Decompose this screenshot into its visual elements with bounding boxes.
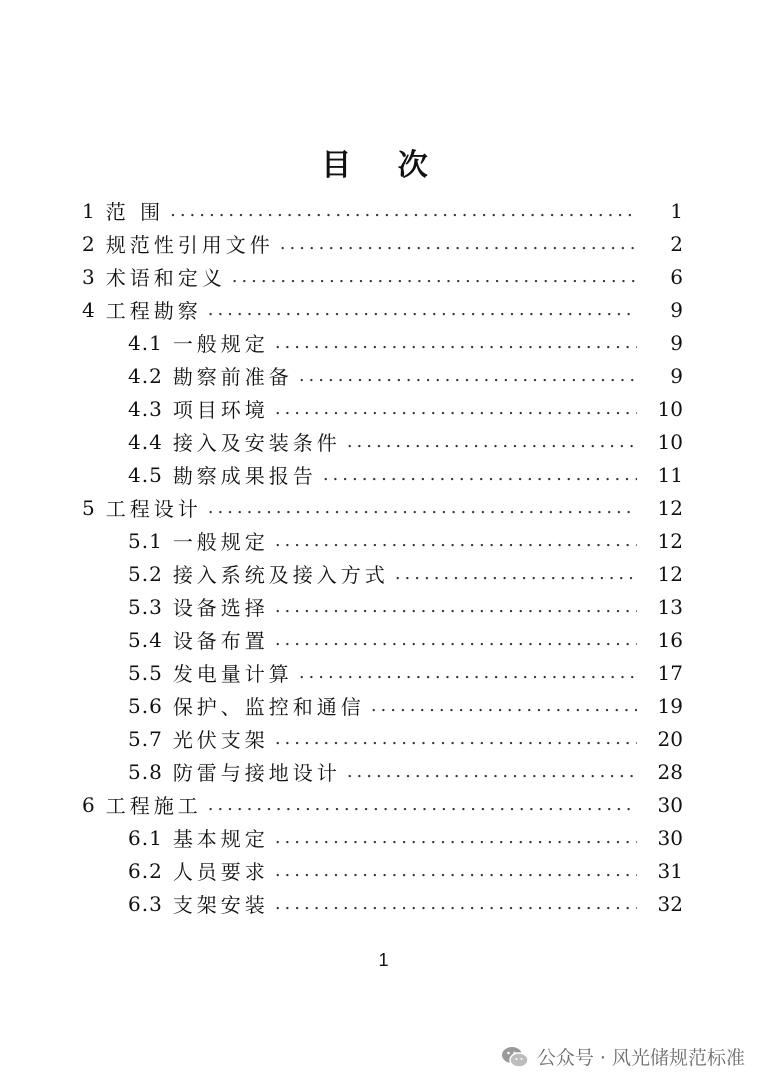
toc-entry-label: 项目环境 — [172, 398, 269, 422]
toc-entry-label: 规范性引用文件 — [105, 233, 274, 257]
toc-entry-number: 6.3 — [128, 891, 163, 916]
toc-entry-page: 32 — [657, 891, 683, 916]
toc-leader-dots — [323, 464, 637, 485]
toc-entry-label: 发电量计算 — [172, 662, 293, 686]
toc-entry-page: 12 — [657, 561, 683, 586]
toc-entry-number: 5.8 — [128, 759, 163, 784]
toc-entry-label: 设备布置 — [172, 629, 269, 653]
watermark-text: 公众号 · 风光储规范标准 — [536, 1047, 745, 1069]
toc-entry-number: 5.5 — [128, 660, 163, 685]
toc-leader-dots — [275, 596, 637, 617]
toc-leader-dots — [208, 299, 637, 320]
toc-entry-number: 4.5 — [128, 462, 163, 487]
toc-leader-dots — [275, 827, 637, 848]
toc-entry-label: 光伏支架 — [172, 728, 269, 752]
toc-leader-dots — [232, 266, 637, 287]
toc-entry-label: 人员要求 — [172, 860, 269, 884]
toc-entry[interactable] — [0, 293, 767, 326]
toc-entry-label: 防雷与接地设计 — [172, 761, 341, 785]
toc-entry[interactable] — [0, 590, 767, 623]
toc-entry-label: 接入及安装条件 — [172, 431, 341, 455]
toc-entry-number: 1 — [82, 198, 96, 223]
toc-entry[interactable] — [0, 656, 767, 689]
toc-leader-dots — [275, 893, 637, 914]
toc-leader-dots — [280, 233, 637, 254]
toc-entry[interactable] — [0, 623, 767, 656]
toc-entry-page: 12 — [657, 528, 683, 553]
toc-entry-page: 17 — [657, 660, 683, 685]
toc-entry[interactable] — [0, 227, 767, 260]
toc-entry-label: 范 围 — [105, 200, 165, 224]
toc-entry-label: 设备选择 — [172, 596, 269, 620]
toc-entry-page: 6 — [670, 264, 683, 289]
toc-entry-label: 一般规定 — [172, 332, 269, 356]
watermark — [501, 1043, 745, 1070]
toc-leader-dots — [347, 761, 637, 782]
toc-entry-label: 工程勘察 — [105, 299, 202, 323]
toc-entry-page: 19 — [657, 693, 683, 718]
toc-entry-number: 5 — [82, 495, 96, 520]
toc-entry[interactable] — [0, 557, 767, 590]
toc-leader-dots — [299, 662, 637, 683]
toc-entry-label: 保护、监控和通信 — [172, 695, 365, 719]
toc-entry-label: 基本规定 — [172, 827, 269, 851]
toc-entry[interactable] — [0, 788, 767, 821]
toc-entry-number: 6.2 — [128, 858, 163, 883]
toc-leader-dots — [208, 794, 637, 815]
toc-entry[interactable] — [0, 524, 767, 557]
toc-entry-page: 20 — [657, 726, 683, 751]
toc-entry-label: 一般规定 — [172, 530, 269, 554]
toc-entry[interactable] — [0, 326, 767, 359]
toc-entry-page: 11 — [657, 462, 683, 487]
toc-leader-dots — [347, 431, 637, 452]
table-of-contents — [0, 194, 767, 920]
toc-entry-label: 工程施工 — [105, 794, 202, 818]
toc-entry-number: 2 — [82, 231, 96, 256]
toc-entry[interactable] — [0, 458, 767, 491]
toc-entry-number: 6 — [82, 792, 96, 817]
toc-entry-page: 9 — [670, 330, 683, 355]
toc-entry-page: 31 — [657, 858, 683, 883]
wechat-icon — [501, 1046, 529, 1068]
toc-entry[interactable] — [0, 755, 767, 788]
toc-entry[interactable] — [0, 722, 767, 755]
toc-leader-dots — [275, 398, 637, 419]
toc-leader-dots — [299, 365, 637, 386]
toc-entry-number: 4.3 — [128, 396, 163, 421]
toc-leader-dots — [275, 728, 637, 749]
toc-entry-page: 10 — [657, 429, 683, 454]
toc-entry-page: 30 — [657, 792, 683, 817]
toc-entry[interactable] — [0, 491, 767, 524]
toc-leader-dots — [275, 860, 637, 881]
toc-leader-dots — [170, 200, 637, 221]
toc-entry-label: 工程设计 — [105, 497, 202, 521]
toc-entry-page: 1 — [670, 198, 683, 223]
toc-leader-dots — [275, 530, 637, 551]
toc-entry-number: 6.1 — [128, 825, 163, 850]
toc-entry[interactable] — [0, 260, 767, 293]
toc-entry[interactable] — [0, 821, 767, 854]
toc-entry-label: 勘察成果报告 — [172, 464, 317, 488]
toc-entry-page: 16 — [657, 627, 683, 652]
page-number: 1 — [378, 950, 389, 970]
toc-leader-dots — [208, 497, 637, 518]
page-title: 目 次 — [321, 148, 446, 183]
toc-leader-dots — [395, 563, 637, 584]
toc-entry-number: 4 — [82, 297, 96, 322]
toc-entry-page: 13 — [657, 594, 683, 619]
toc-entry-number: 5.6 — [128, 693, 163, 718]
toc-entry-page: 28 — [657, 759, 683, 784]
toc-entry-number: 5.1 — [128, 528, 163, 553]
toc-entry-page: 10 — [657, 396, 683, 421]
toc-entry[interactable] — [0, 854, 767, 887]
toc-entry[interactable] — [0, 194, 767, 227]
toc-entry-number: 3 — [82, 264, 96, 289]
toc-entry-number: 5.3 — [128, 594, 163, 619]
toc-entry[interactable] — [0, 689, 767, 722]
toc-entry-number: 4.2 — [128, 363, 163, 388]
toc-entry-label: 术语和定义 — [105, 266, 226, 290]
toc-entry-number: 4.1 — [128, 330, 163, 355]
toc-entry-page: 12 — [657, 495, 683, 520]
toc-entry[interactable] — [0, 392, 767, 425]
toc-entry-page: 2 — [670, 231, 683, 256]
toc-leader-dots — [275, 332, 637, 353]
toc-entry-number: 5.2 — [128, 561, 163, 586]
toc-leader-dots — [275, 629, 637, 650]
toc-entry[interactable] — [0, 887, 767, 920]
toc-entry-label: 支架安装 — [172, 893, 269, 917]
toc-leader-dots — [371, 695, 637, 716]
toc-entry[interactable] — [0, 425, 767, 458]
toc-entry-number: 5.7 — [128, 726, 163, 751]
toc-entry-page: 30 — [657, 825, 683, 850]
toc-entry-label: 接入系统及接入方式 — [172, 563, 389, 587]
toc-entry[interactable] — [0, 359, 767, 392]
toc-entry-number: 5.4 — [128, 627, 163, 652]
toc-entry-page: 9 — [670, 363, 683, 388]
toc-entry-label: 勘察前准备 — [172, 365, 293, 389]
toc-entry-page: 9 — [670, 297, 683, 322]
toc-entry-number: 4.4 — [128, 429, 163, 454]
